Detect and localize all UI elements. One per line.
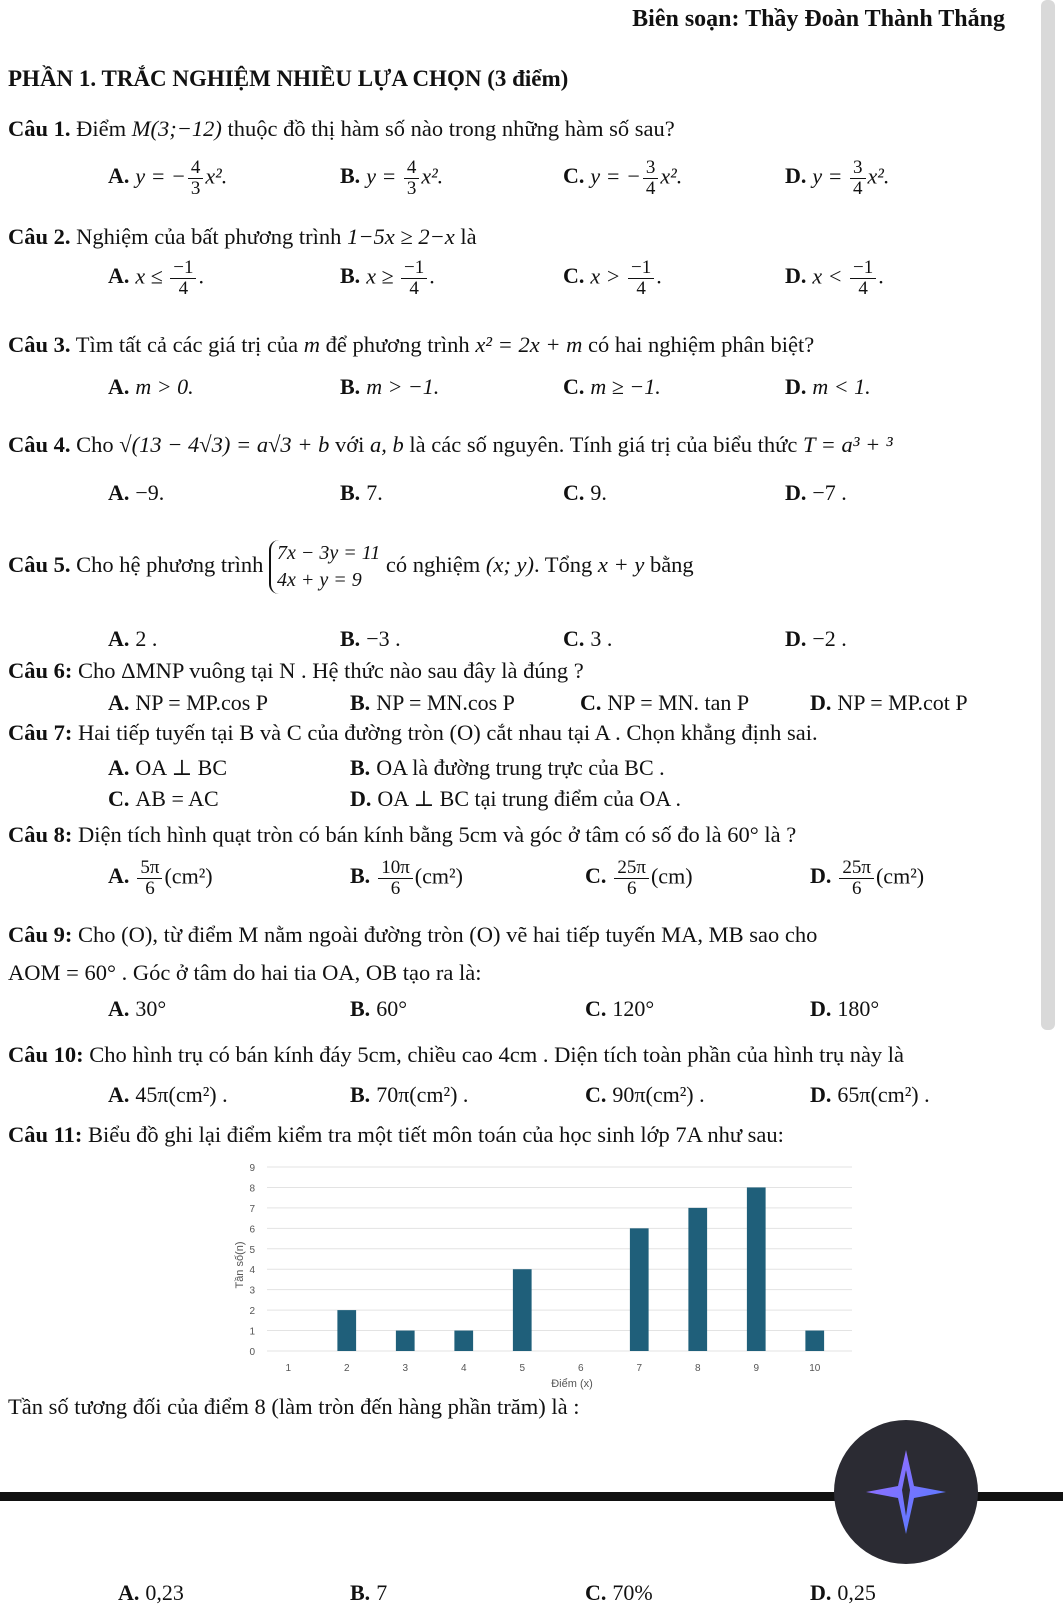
q5-option-d[interactable]: D. −2 .	[785, 626, 847, 651]
chart-svg	[222, 1155, 862, 1395]
bar	[630, 1228, 649, 1351]
q7-option-c[interactable]: C. AB = AC	[108, 786, 219, 811]
q10-option-d[interactable]: D. 65π(cm²) .	[810, 1082, 930, 1107]
x-tick-label: 6	[577, 1363, 584, 1374]
q6-option-a[interactable]: A. NP = MP.cos P	[108, 690, 269, 715]
x-tick-label: 1	[285, 1363, 292, 1374]
y-tick-label: 4	[249, 1265, 255, 1277]
q1-option-c[interactable]: C. y = − $\frac{3}{4}$ x².	[563, 157, 683, 199]
question-11: Câu 11: Biểu đồ ghi lại điểm kiểm tra một tiết môn toán của học sinh lớp 7A như sau:	[8, 1122, 784, 1147]
q8-option-d[interactable]: D. $\frac{25\pi}{6}$ (cm²)	[810, 857, 925, 899]
chart-ylabel: Tần số(n)	[234, 1241, 246, 1289]
question-9-line2: AOM = 60° . Góc ở tâm do hai tia OA, OB tạo ra là:	[8, 960, 482, 985]
q2-option-b[interactable]: B. x ≥ $\frac{-1}{4}$ .	[340, 257, 435, 299]
question-9: Câu 9: Cho (O), từ điểm M nằm ngoài đường tròn (O) vẽ hai tiếp tuyến MA, MB sao cho	[8, 922, 818, 947]
question-10: Câu 10: Cho hình trụ có bán kính đáy 5cm, chiều cao 4cm . Diện tích toàn phần của hình trụ này là	[8, 1042, 905, 1067]
x-tick-label: 8	[694, 1363, 701, 1374]
bar	[688, 1208, 707, 1351]
question-11-prompt: Tần số tương đối của điểm 8 (làm tròn đến hàng phần trăm) là :	[8, 1394, 580, 1419]
question-6: Câu 6: Cho ΔMNP vuông tại N . Hệ thức nào sau đây là đúng ?	[8, 658, 584, 683]
y-tick-label: 7	[249, 1203, 255, 1215]
q3-option-b[interactable]: B. m > −1.	[340, 374, 440, 399]
q9-option-c[interactable]: C. 120°	[585, 996, 655, 1021]
math-equation: x² = 2x + m	[475, 332, 583, 357]
question-5: Câu 5. Cho hệ phương trình 7x − 3y = 11 4x + y = 9 có nghiệm (x; y). Tổng x + y bằng	[8, 540, 694, 594]
x-tick-label: 10	[809, 1363, 821, 1374]
frequency-bar-chart	[222, 1155, 862, 1395]
y-tick-label: 2	[249, 1306, 255, 1318]
q11-option-a[interactable]: A. 0,23	[118, 1580, 184, 1605]
math-inequality: 1−5x ≥ 2−x	[347, 224, 455, 249]
x-tick-label: 2	[343, 1363, 350, 1374]
q7-option-d[interactable]: D. OA ⊥ BC tại trung điểm của OA .	[350, 786, 681, 811]
q5-option-c[interactable]: C. 3 .	[563, 626, 613, 651]
q8-option-c[interactable]: C. $\frac{25\pi}{6}$ (cm)	[585, 857, 693, 899]
question-8: Câu 8: Diện tích hình quạt tròn có bán kính bằng 5cm và góc ở tâm có số đo là 60° là ?	[8, 822, 797, 847]
question-4: Câu 4. Cho √(13 − 4√3) = a√3 + b với a, b là các số nguyên. Tính giá trị của biểu thức T = a³ + ³	[8, 432, 893, 457]
bar	[747, 1187, 766, 1351]
q4-option-c[interactable]: C. 9.	[563, 480, 607, 505]
q5-option-b[interactable]: B. −3 .	[340, 626, 401, 651]
x-tick-label: 4	[460, 1363, 467, 1374]
q1-option-b[interactable]: B. y = $\frac{4}{3}$ x².	[340, 157, 444, 199]
bar	[396, 1331, 415, 1351]
bar	[513, 1269, 532, 1351]
q5-option-a[interactable]: A. 2 .	[108, 626, 158, 651]
q3-option-c[interactable]: C. m ≥ −1.	[563, 374, 661, 399]
q6-option-d[interactable]: D. NP = MP.cot P	[810, 690, 968, 715]
q6-option-c[interactable]: C. NP = MN. tan P	[580, 690, 750, 715]
y-tick-label: 3	[249, 1285, 255, 1297]
q7-option-b[interactable]: B. OA là đường trung trực của BC .	[350, 755, 665, 780]
x-tick-label: 3	[402, 1363, 409, 1374]
q1-option-d[interactable]: D. y = $\frac{3}{4}$ x².	[785, 157, 890, 199]
q9-option-a[interactable]: A. 30°	[108, 996, 167, 1021]
equation-system: 7x − 3y = 11 4x + y = 9	[269, 540, 380, 594]
q10-option-b[interactable]: B. 70π(cm²) .	[350, 1082, 469, 1107]
q10-option-a[interactable]: A. 45π(cm²) .	[108, 1082, 228, 1107]
part-title: PHẦN 1. TRẮC NGHIỆM NHIỀU LỰA CHỌN (3 điểm)	[8, 66, 569, 91]
y-tick-label: 0	[249, 1347, 255, 1358]
q9-option-b[interactable]: B. 60°	[350, 996, 407, 1021]
q9-option-d[interactable]: D. 180°	[810, 996, 880, 1021]
q4-option-d[interactable]: D. −7 .	[785, 480, 847, 505]
math-expression: √(13 − 4√3) = a√3 + b	[119, 432, 330, 457]
question-3: Câu 3. Tìm tất cả các giá trị của m để phương trình x² = 2x + m có hai nghiệm phân biệt?	[8, 332, 815, 357]
y-tick-label: 8	[249, 1183, 255, 1195]
x-tick-label: 5	[519, 1363, 526, 1374]
q11-option-b[interactable]: B. 7	[350, 1580, 388, 1605]
ai-assistant-button[interactable]	[834, 1420, 978, 1564]
x-tick-label: 9	[753, 1363, 760, 1374]
q7-option-a[interactable]: A. OA ⊥ BC	[108, 755, 227, 780]
q4-option-b[interactable]: B. 7.	[340, 480, 383, 505]
question-2: Câu 2. Nghiệm của bất phương trình 1−5x ≥ 2−x là	[8, 224, 477, 249]
y-tick-label: 5	[249, 1244, 255, 1256]
q8-option-a[interactable]: A. $\frac{5\pi}{6}$ (cm²)	[108, 857, 213, 899]
q11-option-c[interactable]: C. 70%	[585, 1580, 653, 1605]
header-author: Biên soạn: Thầy Đoàn Thành Thắng	[632, 6, 1005, 32]
q1-option-a[interactable]: A. y = − $\frac{4}{3}$ x².	[108, 157, 228, 199]
q3-option-d[interactable]: D. m < 1.	[785, 374, 871, 399]
question-7: Câu 7: Hai tiếp tuyến tại B và C của đường tròn (O) cắt nhau tại A . Chọn khẳng định sai.	[8, 720, 818, 745]
question-label: Câu 1.	[8, 116, 71, 141]
y-tick-label: 1	[249, 1326, 255, 1338]
y-tick-label: 6	[249, 1224, 255, 1236]
bar	[454, 1331, 473, 1351]
sparkle-icon	[864, 1446, 948, 1538]
question-1: Câu 1. Điểm M(3;−12) thuộc đồ thị hàm số nào trong những hàm số sau?	[8, 116, 675, 141]
q11-option-d[interactable]: D. 0,25	[810, 1580, 876, 1605]
bar	[805, 1331, 824, 1351]
q2-option-c[interactable]: C. x > $\frac{-1}{4}$ .	[563, 257, 662, 299]
q2-option-a[interactable]: A. x ≤ $\frac{-1}{4}$ .	[108, 257, 204, 299]
bar	[337, 1310, 356, 1351]
math-point: M(3;−12)	[131, 116, 222, 141]
q2-option-d[interactable]: D. x < $\frac{-1}{4}$ .	[785, 257, 884, 299]
x-tick-label: 7	[636, 1363, 643, 1374]
q8-option-b[interactable]: B. $\frac{10\pi}{6}$ (cm²)	[350, 857, 463, 899]
scrollbar[interactable]	[1041, 0, 1055, 1030]
q10-option-c[interactable]: C. 90π(cm²) .	[585, 1082, 705, 1107]
q4-option-a[interactable]: A. −9.	[108, 480, 165, 505]
chart-xlabel: Điểm (x)	[551, 1378, 593, 1390]
q3-option-a[interactable]: A. m > 0.	[108, 374, 194, 399]
y-tick-label: 9	[249, 1163, 255, 1174]
q6-option-b[interactable]: B. NP = MN.cos P	[350, 690, 515, 715]
